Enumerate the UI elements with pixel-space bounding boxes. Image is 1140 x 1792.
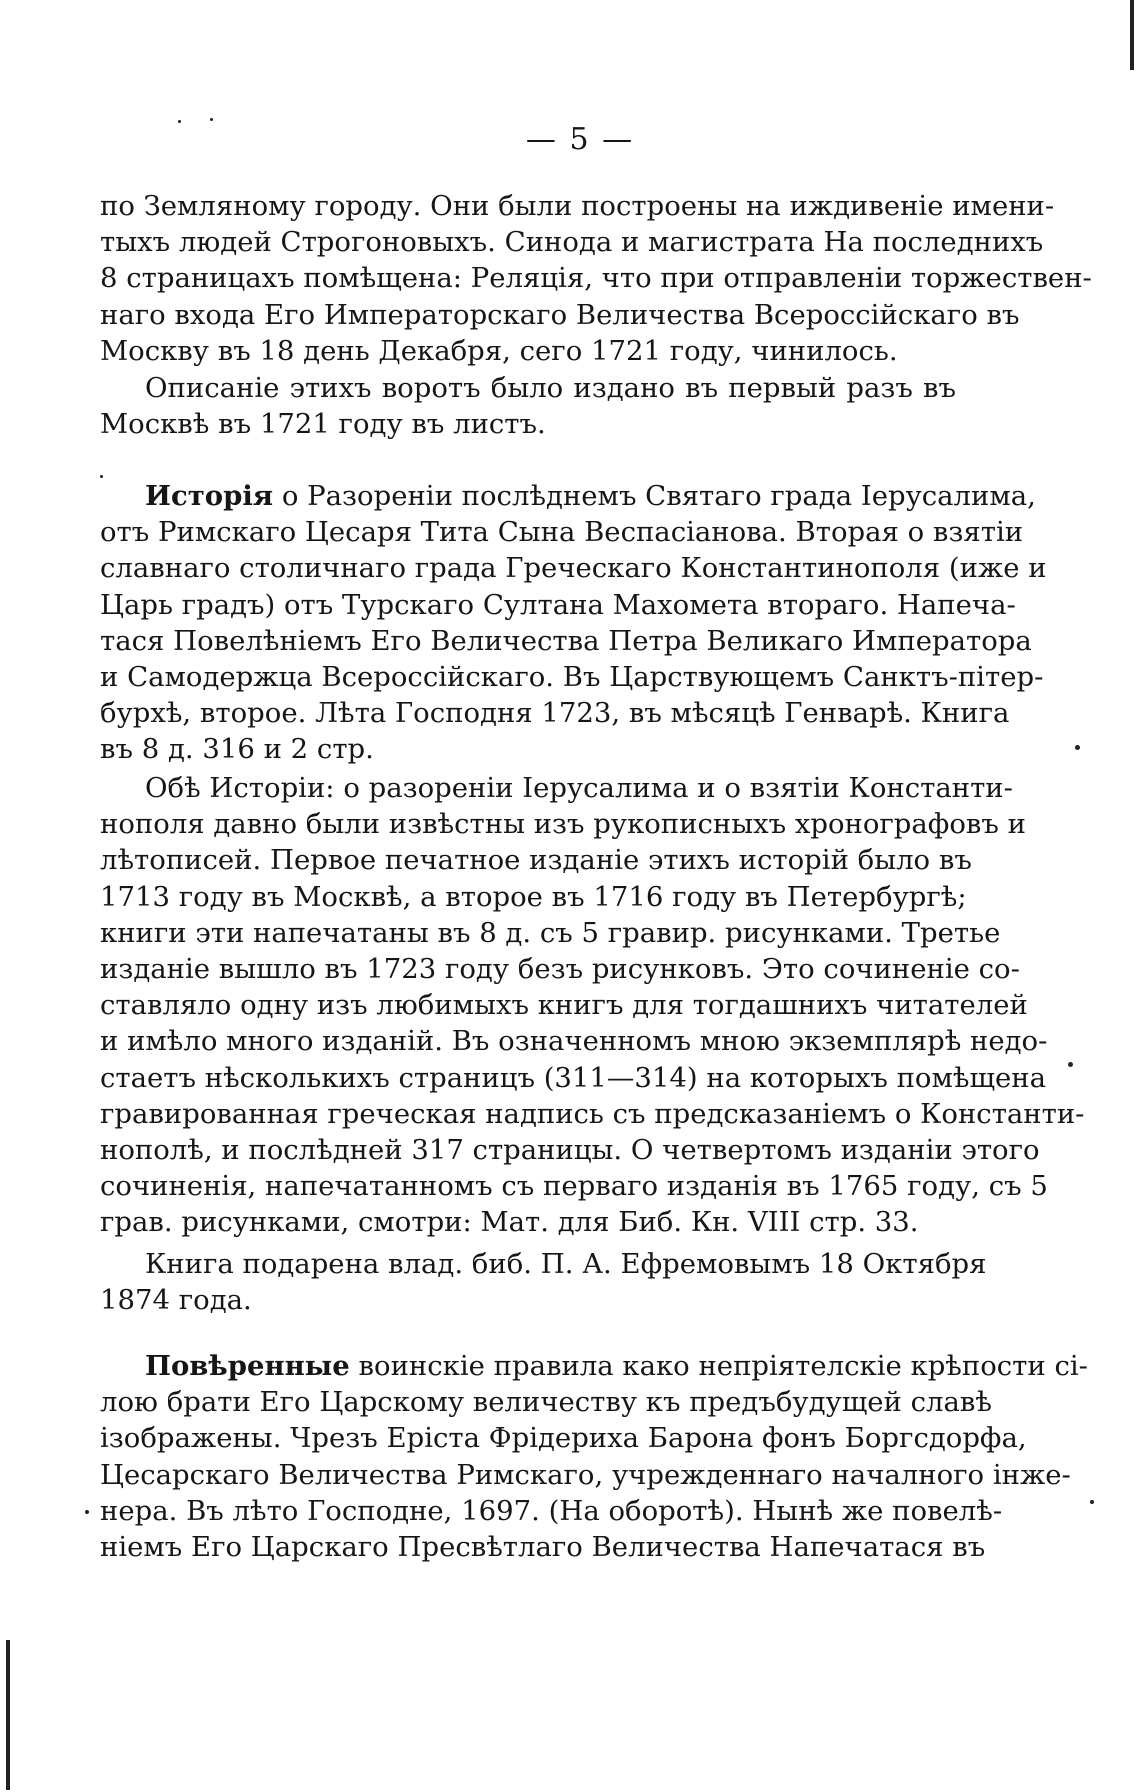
text-line: и имѣло много изданій. Въ означенномъ мною экземплярѣ недо- <box>100 1025 1048 1058</box>
text-line: 1713 году въ Москвѣ, а второе въ 1716 году въ Петербургѣ; <box>100 880 967 913</box>
page-number: — 5 — <box>525 122 635 157</box>
text-line: сочиненія, напечатанномъ съ перваго изданія въ 1765 году, съ 5 <box>100 1170 1048 1203</box>
text-line: Царь градъ) отъ Турскаго Султана Махомета втораго. Напеча- <box>100 588 1016 621</box>
text-line: и Самодержца Всероссійскаго. Въ Царствующемъ Санктъ-пітер- <box>100 660 1044 693</box>
text-line: нополѣ, и послѣдней 317 страницы. О четвертомъ изданіи этого <box>100 1133 1040 1166</box>
text-line: по Земляному городу. Они были построены на иждивеніе имени- <box>100 190 1055 222</box>
paragraph-1 <box>100 188 1092 369</box>
text-line: нера. Въ лѣто Господне, 1697. (На оборотѣ). Нынѣ же повелѣ- <box>100 1494 1003 1527</box>
paragraph-6-rules-entry <box>100 1348 1088 1565</box>
entry-title-word: Исторія <box>145 480 274 512</box>
text-fragment: о Разореніи послѣднемъ Святаго града Іерусалима, <box>273 480 1036 512</box>
paragraph-2 <box>100 370 956 442</box>
text-fragment: воинскіе правила како непріятелскіе крѣпости сі- <box>349 1350 1088 1382</box>
paragraph-3-history-entry <box>100 478 1047 768</box>
text-line: изданіе вышло въ 1723 году безъ рисунковъ. Это сочиненіе со- <box>100 952 1020 985</box>
text-line: Описаніе этихъ воротъ было издано въ первый разъ въ <box>145 372 956 404</box>
text-line: наго входа Его Императорскаго Величества Всероссійскаго въ <box>100 298 1020 331</box>
text-line: въ 8 д. 316 и 2 стр. <box>100 733 374 766</box>
text-line: бурхѣ, второе. Лѣта Господня 1723, въ мѣсяцѣ Генварѣ. Книга <box>100 697 1010 730</box>
text-line: лѣтописей. Первое печатное изданіе этихъ исторій было въ <box>100 844 972 877</box>
scan-speck <box>85 1510 89 1514</box>
text-line: Книга подарена влад. биб. П. А. Ефремовымъ 18 Октября <box>145 1248 987 1280</box>
text-line: ізображены. Чрезъ Еріста Фрідериха Барона фонъ Боргсдорфа, <box>100 1422 1027 1455</box>
text-line: 1874 года. <box>100 1284 252 1317</box>
scan-speck <box>210 118 213 121</box>
scan-speck <box>1068 1062 1073 1067</box>
scan-speck <box>1090 1500 1094 1504</box>
text-line: грав. рисунками, смотри: Мат. для Биб. Кн. VIII стр. 33. <box>100 1206 919 1239</box>
text-line <box>100 478 1036 514</box>
scan-speck <box>100 475 103 478</box>
text-line: Москву въ 18 день Декабря, сего 1721 году, чинилось. <box>100 334 898 367</box>
text-line: тыхъ людей Строгоновыхъ. Синода и магистрата На последнихъ <box>100 226 1044 259</box>
scan-speck <box>1075 745 1080 750</box>
text-line: Обѣ Исторіи: о разореніи Іерусалима и о взятіи Константи- <box>145 772 1013 804</box>
text-line: Цесарскаго Величества Римскаго, учрежденнаго началного інже- <box>100 1458 1071 1491</box>
text-line: лою брати Его Царскому величеству къ предъбудущей славѣ <box>100 1386 992 1419</box>
text-line: стаетъ нѣсколькихъ страницъ (311—314) на которыхъ помѣщена <box>100 1061 1047 1094</box>
scan-edge-mark <box>1130 0 1134 70</box>
paragraph-4 <box>100 770 1085 1240</box>
text-line: 8 страницахъ помѣщена: Реляція, что при отправленіи торжествен- <box>100 262 1092 295</box>
text-line: тася Повелѣніемъ Его Величества Петра Великаго Императора <box>100 624 1032 657</box>
scan-speck <box>178 120 181 123</box>
text-line: ставляло одну изъ любимыхъ книгъ для тогдашнихъ читателей <box>100 989 1028 1022</box>
text-line: ніемъ Его Царскаго Пресвѣтлаго Величества Напечатася въ <box>100 1530 986 1563</box>
text-line: гравированная греческая надпись съ предсказаніемъ о Константи- <box>100 1097 1085 1130</box>
text-line: книги эти напечатаны въ 8 д. съ 5 гравир. рисунками. Третье <box>100 916 1001 949</box>
scan-edge-mark <box>6 1640 10 1790</box>
text-line: отъ Римскаго Цесаря Тита Сына Веспасіанова. Вторая о взятіи <box>100 516 1024 549</box>
text-line: нополя давно были извѣстны изъ рукописныхъ хронографовъ и <box>100 808 1026 841</box>
text-line: славнаго столичнаго града Греческаго Константинополя (иже и <box>100 552 1047 585</box>
text-line <box>100 1348 1088 1384</box>
entry-title-word: Повѣренные <box>145 1350 350 1382</box>
paragraph-5 <box>100 1246 987 1318</box>
text-line: Москвѣ въ 1721 году въ листъ. <box>100 408 546 441</box>
